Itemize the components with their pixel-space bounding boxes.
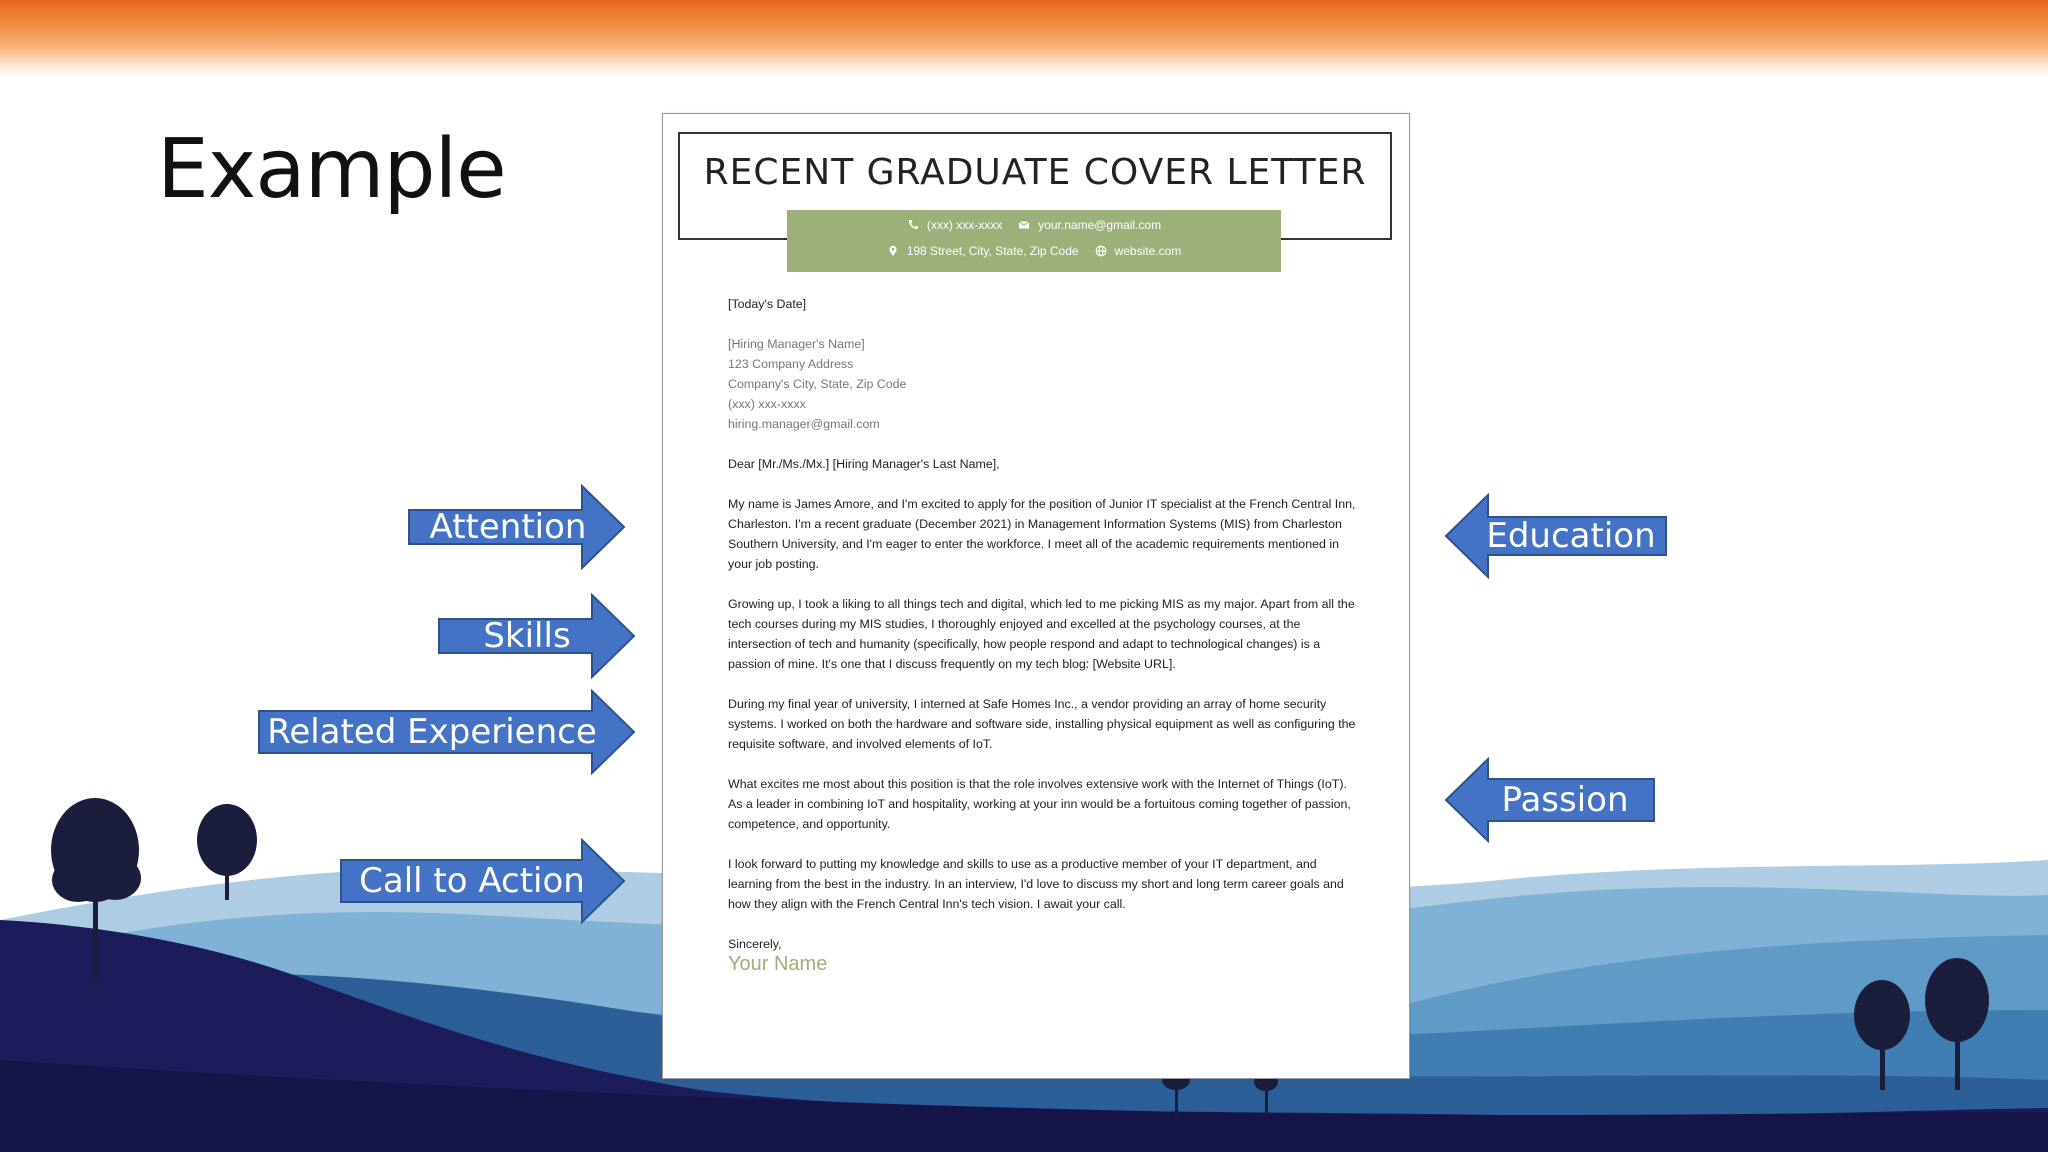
paragraph-experience: During my final year of university, I interned at Safe Homes Inc., a vendor providing an array of home security systems. I worked on both the hardware and software side, installing physical equipment as well as configuring the requisite software, and involved elements of IoT. (728, 697, 1356, 751)
recipient-line: (xxx) xxx-xxxx (728, 397, 806, 411)
contact-email: your.name@gmail.com (1038, 218, 1162, 232)
skills-arrow (438, 593, 636, 679)
contact-website: website.com (1114, 244, 1182, 258)
recipient-block (728, 334, 1358, 434)
call-to-action-arrow (340, 838, 626, 924)
paragraph-call-to-action: I look forward to putting my knowledge and skills to use as a productive member of your IT department, and learning from the best in the industry. In an interview, I'd love to discuss my short and long term career goals and how they align with the French Central Inn's tech vision. I await your call. (728, 857, 1344, 911)
paragraph-passion: What excites me most about this position is that the role involves extensive work with the Internet of Things (IoT). As a leader in combining IoT and hospitality, working at your inn would be a fortuitous coming together of passion, competence, and opportunity. (728, 777, 1351, 831)
related-experience-label: Related Experience (267, 712, 597, 752)
recipient-line: 123 Company Address (728, 357, 854, 371)
closing: Sincerely, (728, 937, 782, 951)
contact-address: 198 Street, City, State, Zip Code (906, 244, 1079, 258)
call-to-action-label: Call to Action (359, 861, 585, 901)
salutation: Dear [Mr./Ms./Mx.] [Hiring Manager's Last Name], (728, 457, 1000, 471)
recipient-line: [Hiring Manager's Name] (728, 337, 865, 351)
signature-name: Your Name (728, 953, 828, 975)
address-item (887, 244, 1079, 258)
letter-title: RECENT GRADUATE COVER LETTER (703, 152, 1367, 193)
email-item (1018, 218, 1161, 232)
cover-letter-page (662, 113, 1410, 1079)
contact-phone: (xxx) xxx-xxxx (926, 218, 1003, 232)
passion-label: Passion (1501, 780, 1629, 820)
globe-icon (1095, 245, 1107, 257)
phone-icon (907, 219, 919, 231)
location-pin-icon (887, 245, 899, 257)
slide-title: Example (157, 122, 506, 217)
passion-arrow (1444, 757, 1656, 843)
phone-item (907, 218, 1002, 232)
letter-body (728, 294, 1358, 974)
mail-icon (1018, 219, 1030, 231)
related-experience-arrow (258, 689, 636, 775)
contact-bar (787, 210, 1281, 272)
recipient-line: Company's City, State, Zip Code (728, 377, 907, 391)
website-item (1095, 244, 1182, 258)
attention-arrow (408, 484, 626, 570)
education-label: Education (1486, 516, 1656, 556)
letter-date: [Today's Date] (728, 297, 807, 311)
recipient-line: hiring.manager@gmail.com (728, 417, 880, 431)
paragraph-intro: My name is James Amore, and I'm excited to apply for the position of Junior IT specialist at the French Central Inn, Charleston. I'm a recent graduate (December 2021) in Management Information Systems (MIS) from Charleston Southern University, and I'm eager to enter the workforce. I meet all of the academic requirements mentioned in your job posting. (728, 497, 1356, 571)
education-arrow (1444, 493, 1668, 579)
skills-label: Skills (483, 616, 571, 656)
attention-label: Attention (429, 507, 587, 547)
paragraph-skills: Growing up, I took a liking to all things tech and digital, which led to me picking MIS as my major. Apart from all the tech courses during my MIS studies, I thoroughly enjoyed and excelled at the psychology courses, at the intersection of tech and humanity (specifically, how people respond and adapt to technological changes) is a passion of mine. It's one that I discuss frequently on my tech blog: [Website URL]. (728, 597, 1355, 671)
